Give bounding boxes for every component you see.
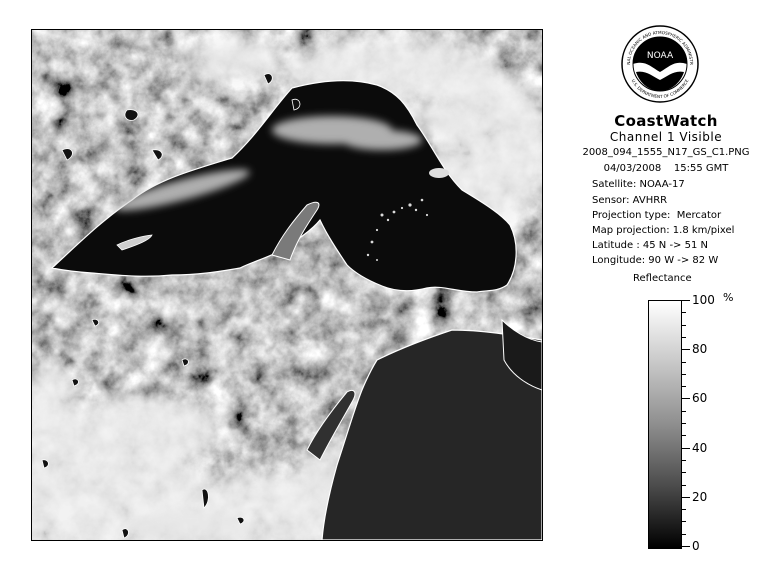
- colorbar-minor-tick: [682, 485, 686, 486]
- colorbar-major-tick: [682, 497, 690, 498]
- satellite-label: Satellite: NOAA-17: [592, 179, 685, 190]
- reflectance-colorbar: [648, 300, 682, 549]
- colorbar-minor-tick: [682, 521, 686, 522]
- colorbar-minor-tick: [682, 337, 686, 338]
- colorbar-major-tick: [682, 398, 690, 399]
- product-title: CoastWatch: [614, 112, 718, 130]
- colorbar-minor-tick: [682, 374, 686, 375]
- longitude-label: Longitude: 90 W -> 82 W: [592, 255, 719, 266]
- logo-center-text: NOAA: [646, 51, 674, 61]
- datetime-label: 04/03/2008 15:55 GMT: [603, 163, 729, 174]
- colorbar-unit: %: [723, 291, 734, 304]
- colorbar-minor-tick: [682, 362, 686, 363]
- colorbar-label: 0: [692, 539, 700, 553]
- colorbar-minor-tick: [682, 460, 686, 461]
- logo-ring-top: NAL OCEANIC AND ATMOSPHERIC ADMINISTR: [625, 29, 695, 65]
- logo-ring-bottom: U.S. DEPARTMENT OF COMMERCE: [630, 78, 690, 100]
- noaa-logo: [620, 20, 700, 108]
- colorbar-minor-tick: [682, 534, 686, 535]
- satellite-image: [32, 30, 542, 540]
- projection-type-label: Projection type: Mercator: [592, 210, 722, 221]
- colorbar-minor-tick: [682, 411, 686, 412]
- colorbar-label: 60: [692, 391, 708, 405]
- colorbar-minor-tick: [682, 312, 686, 313]
- colorbar-minor-tick: [682, 472, 686, 473]
- colorbar-label: 100: [692, 293, 715, 307]
- channel-label: Channel 1 Visible: [609, 130, 723, 144]
- colorbar-major-tick: [682, 448, 690, 449]
- colorbar-major-tick: [682, 546, 690, 547]
- colorbar-label: 80: [692, 342, 708, 356]
- colorbar-minor-tick: [682, 509, 686, 510]
- map-projection-label: Map projection: 1.8 km/pixel: [592, 225, 735, 236]
- sensor-label: Sensor: AVHRR: [592, 195, 668, 206]
- colorbar-label: 40: [692, 441, 708, 455]
- latitude-label: Latitude : 45 N -> 51 N: [592, 240, 708, 251]
- colorbar-minor-tick: [682, 423, 686, 424]
- colorbar-major-tick: [682, 300, 690, 301]
- colorbar-label: 20: [692, 490, 708, 504]
- colorbar-major-tick: [682, 349, 690, 350]
- colorbar-minor-tick: [682, 435, 686, 436]
- satellite-map: [31, 29, 543, 541]
- colorbar-minor-tick: [682, 325, 686, 326]
- filename-label: 2008_094_1555_N17_GS_C1.PNG: [582, 147, 750, 158]
- colorbar-title: Reflectance: [633, 273, 692, 284]
- colorbar-minor-tick: [682, 386, 686, 387]
